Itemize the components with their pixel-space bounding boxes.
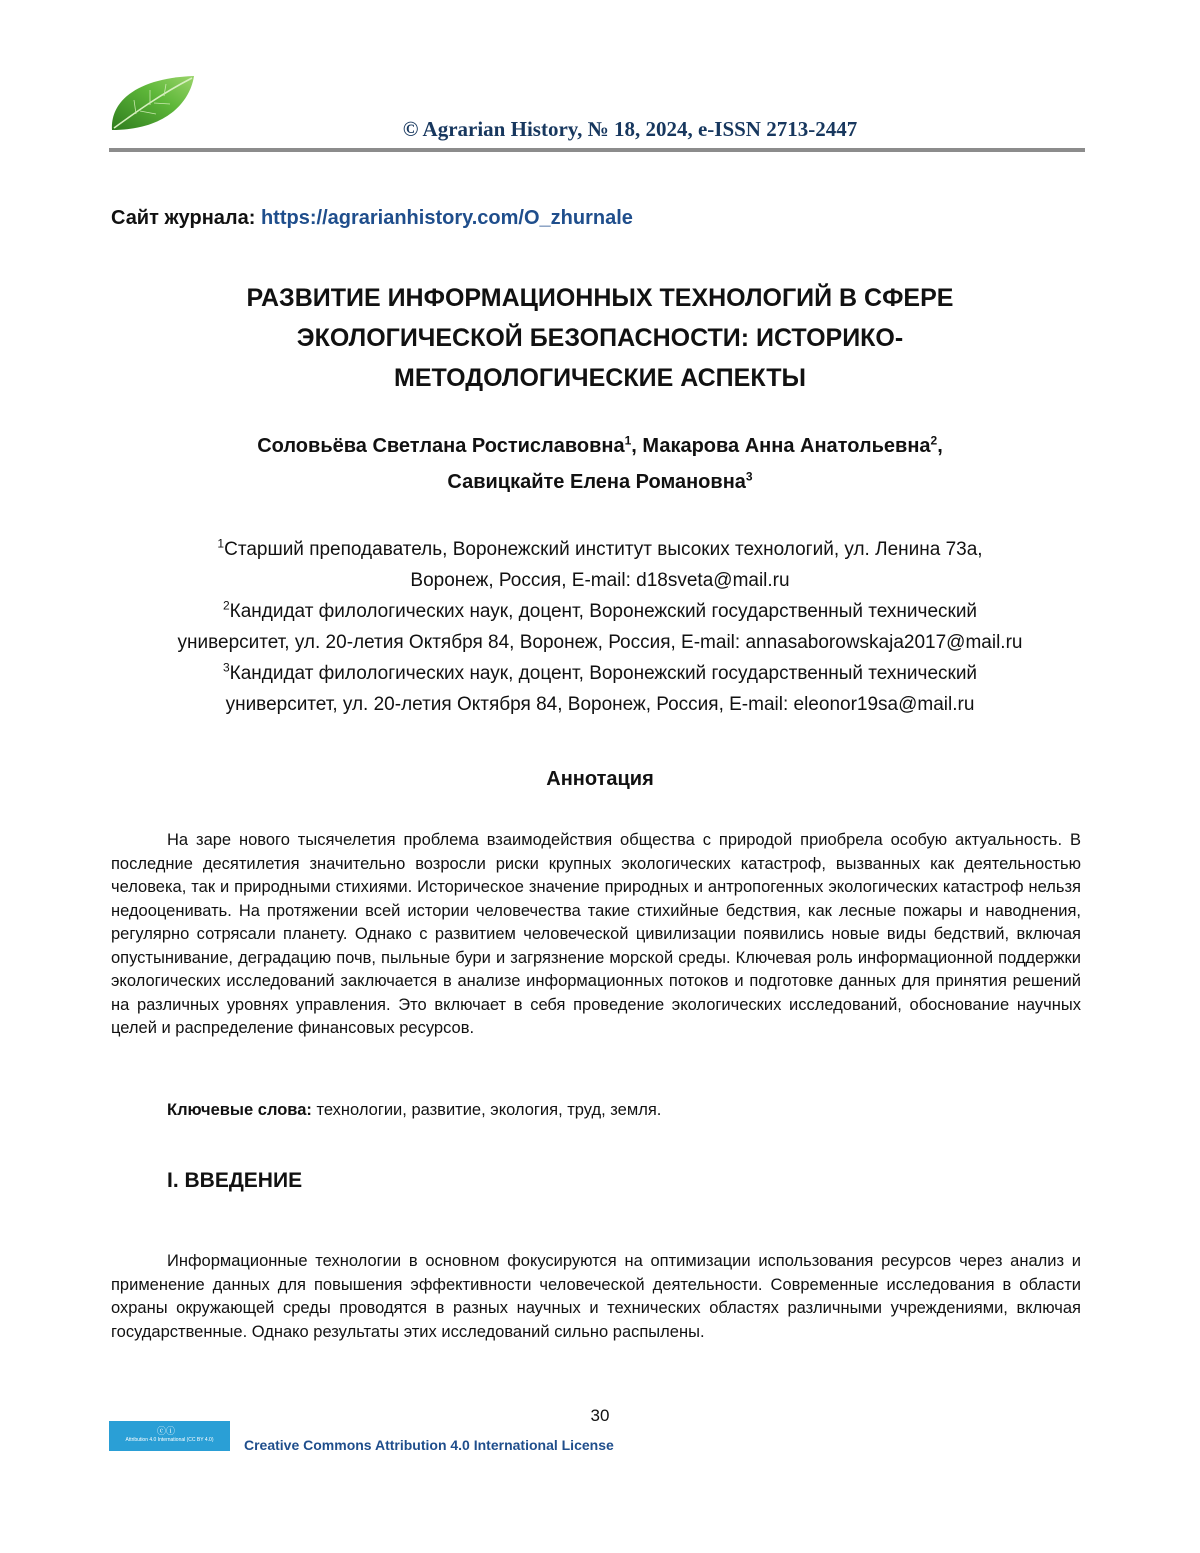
section-heading: I. ВВЕДЕНИЕ — [167, 1169, 303, 1192]
title-line: МЕТОДОЛОГИЧЕСКИЕ АСПЕКТЫ — [394, 364, 806, 392]
author-name: Савицкайте Елена Романовна — [447, 471, 746, 493]
keywords-list: технологии, развитие, экология, труд, земля. — [311, 1101, 662, 1119]
page-number: 30 — [590, 1406, 610, 1425]
cc-by-icon: ⓒⓘ — [157, 1426, 176, 1436]
affil-index: 3 — [222, 660, 230, 675]
abstract-body: На заре нового тысячелетия проблема взаимодействия общества с природой приобрела особую актуальность. В последние десятилетия значительно возросли риски крупных экологических катастроф, вызванных как деятельностью человека, так и природными стихиями. Историческое значение природных и антропогенных экологических катастроф нельзя недооценивать. На протяжении всей истории человечества такие стихийные бедствия, как лесные пожары и наводнения, регулярно сотрясали планету. Однако с развитием человеческой цивилизации появились новые виды бедствий, включая опустынивание, деградацию почв, пыльные бури и загрязнение морской среды. Ключевая роль информационной поддержки экологических исследований заключается в анализе информационных потоков и подготовке данных для принятия решений на различных уровнях управления. Это включает в себя проведение экологических исследований, обоснование научных целей и распределение финансовых ресурсов. — [111, 831, 1081, 1037]
affil-index: 2 — [222, 598, 230, 613]
cc-license-badge[interactable] — [109, 1421, 230, 1451]
affil-index: 1 — [217, 536, 225, 551]
author-name: Макарова Анна Анатольевна — [642, 435, 931, 457]
leaf-logo-icon — [106, 72, 198, 134]
affil-line: университет, ул. 20-летия Октября 84, Воронеж, Россия, E-mail: annasaborowskaja2017@mail.ru — [177, 632, 1023, 653]
keywords — [167, 1101, 661, 1120]
intro-body: Информационные технологии в основном фокусируются на оптимизации использования ресурсов через анализ и применение данных для повышения эффективности человеческой деятельности. Современные исследования в области охраны окружающей среды проводятся в разных научных и технических областях различными учреждениями, включая государственные. Однако результаты этих исследований сильно распылены. — [111, 1252, 1081, 1341]
cc-badge-text: Attribution 4.0 International (CC BY 4.0) — [125, 1437, 214, 1443]
author-affil-index: 2 — [930, 433, 938, 448]
title-line: ЭКОЛОГИЧЕСКОЙ БЕЗОПАСНОСТИ: ИСТОРИКО- — [296, 324, 904, 352]
abstract-text — [111, 829, 1081, 1041]
author-separator: , — [937, 435, 943, 457]
title-line: РАЗВИТИЕ ИНФОРМАЦИОННЫХ ТЕХНОЛОГИЙ В СФЕРЕ — [246, 284, 954, 312]
abstract-heading: Аннотация — [546, 768, 654, 790]
intro-text — [111, 1250, 1081, 1344]
paper-title — [160, 278, 1040, 398]
affiliations — [100, 534, 1100, 720]
site-link[interactable]: https://agrarianhistory.com/O_zhurnale — [260, 207, 633, 229]
author-affil-index: 1 — [624, 433, 632, 448]
affil-line: Старший преподаватель, Воронежский институт высоких технологий, ул. Ленина 73а, — [224, 539, 983, 560]
header-divider — [109, 148, 1085, 152]
affil-line: Кандидат филологических наук, доцент, Воронежский государственный технический — [229, 663, 978, 684]
keywords-label: Ключевые слова: — [167, 1101, 312, 1119]
author-separator: , — [631, 435, 643, 457]
license-link[interactable]: Creative Commons Attribution 4.0 International License — [244, 1437, 614, 1453]
author-name: Соловьёва Светлана Ростиславовна — [257, 435, 625, 457]
author-affil-index: 3 — [745, 469, 753, 484]
affil-line: Воронеж, Россия, E-mail: d18sveta@mail.ru — [410, 570, 790, 591]
affil-line: университет, ул. 20-летия Октября 84, Воронеж, Россия, E-mail: eleonor19sa@mail.ru — [225, 694, 975, 715]
site-label: Сайт журнала: — [111, 207, 256, 229]
journal-header: © Agrarian History, № 18, 2024, e-ISSN 2713-2447 — [402, 117, 858, 141]
journal-site — [111, 207, 633, 230]
author-list — [140, 428, 1060, 500]
affil-line: Кандидат филологических наук, доцент, Воронежский государственный технический — [229, 601, 978, 622]
